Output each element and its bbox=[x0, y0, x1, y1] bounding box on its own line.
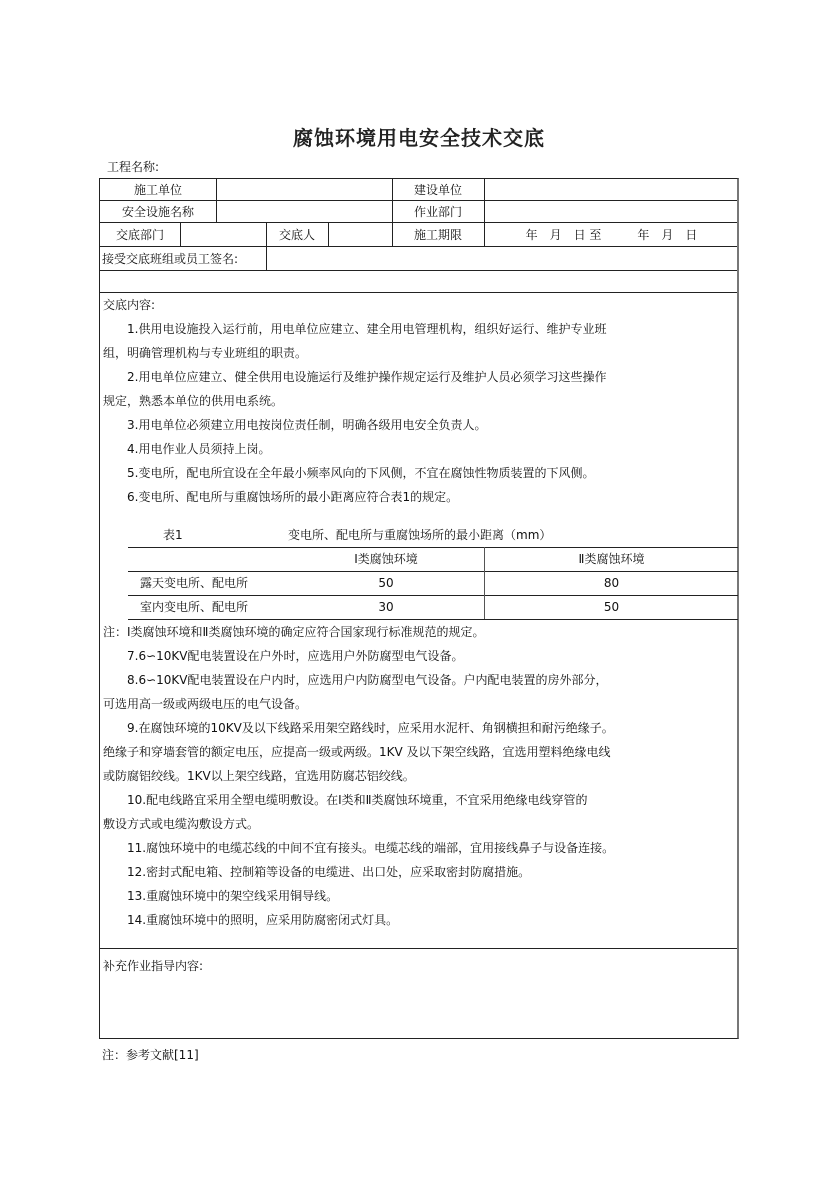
table-cell: 80 bbox=[603, 576, 620, 590]
content-line: 7.6∽10KV配电装置设在户外时，应选用户外防腐型电气设备。 bbox=[127, 649, 464, 663]
table-header-cell: Ⅰ类腐蚀环境 bbox=[354, 552, 418, 566]
table-row-label: 露天变电所、配电所 bbox=[140, 576, 249, 590]
table-label: 表1 bbox=[163, 528, 183, 542]
content-line: 敷设方式或电缆沟敷设方式。 bbox=[103, 817, 260, 831]
handover-dept-label: 交底部门 bbox=[115, 228, 164, 242]
handover-form bbox=[99, 178, 739, 1039]
work-dept-field[interactable] bbox=[485, 201, 738, 222]
build-unit-field[interactable] bbox=[485, 179, 738, 200]
content-heading: 交底内容: bbox=[103, 298, 156, 312]
build-unit-label: 建设单位 bbox=[413, 183, 462, 197]
document-title: 腐蚀环境用电安全技术交底 bbox=[293, 126, 545, 150]
content-line: 1.供用电设施投入运行前，用电单位应建立、建全用电管理机构，组织好运行、维护专业班 bbox=[127, 322, 607, 336]
row-divider bbox=[100, 270, 737, 271]
content-line: 11.腐蚀环境中的电缆芯线的中间不宜有接头。电缆芯线的端部，宜用接线鼻子与设备连接。 bbox=[127, 841, 615, 855]
content-line: 可选用高一级或两级电压的电气设备。 bbox=[103, 697, 308, 711]
content-line: 12.密封式配电箱、控制箱等设备的电缆进、出口处，应采取密封防腐措施。 bbox=[127, 865, 531, 879]
supplement-heading: 补充作业指导内容: bbox=[103, 959, 204, 973]
construction-unit-label: 施工单位 bbox=[133, 183, 182, 197]
content-line: 9.在腐蚀环境的10KV及以下线路采用架空路线时，应采用水泥杆、角钢横担和耐污绝缘子。 bbox=[127, 721, 614, 735]
content-line: 3.用电单位必须建立用电按岗位责任制，明确各级用电安全负责人。 bbox=[127, 418, 487, 432]
supplement-field[interactable] bbox=[103, 979, 733, 1034]
construction-unit-field[interactable] bbox=[217, 179, 392, 200]
footnote: 注：参考文献[11] bbox=[102, 1048, 199, 1062]
table-note: 注：Ⅰ类腐蚀环境和Ⅱ类腐蚀环境的确定应符合国家现行标准规范的规定。 bbox=[103, 625, 485, 639]
table-cell: 50 bbox=[603, 600, 620, 614]
facility-name-field[interactable] bbox=[217, 201, 392, 222]
content-line: 10.配电线路宜采用全塑电缆明敷设。在Ⅰ类和Ⅱ类腐蚀环境重，不宜采用绝缘电线穿管的 bbox=[127, 793, 588, 807]
content-line: 8.6∽10KV配电装置设在户内时，应选用户内防腐型电气设备。户内配电装置的房外部分， bbox=[127, 673, 608, 687]
handover-person-label: 交底人 bbox=[278, 228, 315, 242]
table-caption: 变电所、配电所与重腐蚀场所的最小距离（mm） bbox=[288, 528, 552, 542]
facility-name-label: 安全设施名称 bbox=[121, 205, 194, 219]
content-line: 13.重腐蚀环境中的架空线采用铜导线。 bbox=[127, 889, 339, 903]
table-cell: 50 bbox=[378, 576, 394, 590]
content-line: 14.重腐蚀环境中的照明，应采用防腐密闭式灯具。 bbox=[127, 913, 399, 927]
content-line: 绝缘子和穿墙套管的额定电压，应提高一级或两级。1KV 及以下架空线路，宜选用塑料绝缘电线 bbox=[103, 745, 611, 759]
content-line: 5.变电所，配电所宜设在全年最小频率风向的下风侧，不宜在腐蚀性物质装置的下风侧。 bbox=[127, 466, 595, 480]
table-header-cell: Ⅱ类腐蚀环境 bbox=[578, 552, 645, 566]
row-divider bbox=[100, 246, 737, 247]
signature-label: 接受交底班组或员工签名: bbox=[102, 252, 239, 266]
table-row-label: 室内变电所、配电所 bbox=[140, 600, 249, 614]
content-line: 规定，熟悉本单位的供用电系统。 bbox=[103, 394, 284, 408]
period-label: 施工期限 bbox=[413, 228, 462, 242]
content-line: 2.用电单位应建立、健全供用电设施运行及维护操作规定运行及维护人员必须学习这些操作 bbox=[127, 370, 607, 384]
row-divider bbox=[100, 292, 737, 293]
content-line: 组，明确管理机构与专业班组的职责。 bbox=[103, 346, 308, 360]
content-line: 或防腐铝绞线。1KV以上架空线路，宜选用防腐芯铝绞线。 bbox=[103, 769, 415, 783]
handover-dept-field[interactable] bbox=[181, 224, 266, 246]
table-cell: 30 bbox=[378, 600, 394, 614]
handover-person-field[interactable] bbox=[329, 224, 392, 246]
period-field[interactable]: 年 月 日 至 年 月 日 bbox=[525, 228, 698, 242]
project-name-label: 工程名称: bbox=[107, 160, 160, 174]
content-line: 6.变电所、配电所与重腐蚀场所的最小距离应符合表1的规定。 bbox=[127, 490, 459, 504]
row-divider bbox=[100, 948, 737, 949]
work-dept-label: 作业部门 bbox=[413, 205, 462, 219]
signature-field[interactable] bbox=[267, 248, 738, 270]
content-line: 4.用电作业人员须持上岗。 bbox=[127, 442, 271, 456]
